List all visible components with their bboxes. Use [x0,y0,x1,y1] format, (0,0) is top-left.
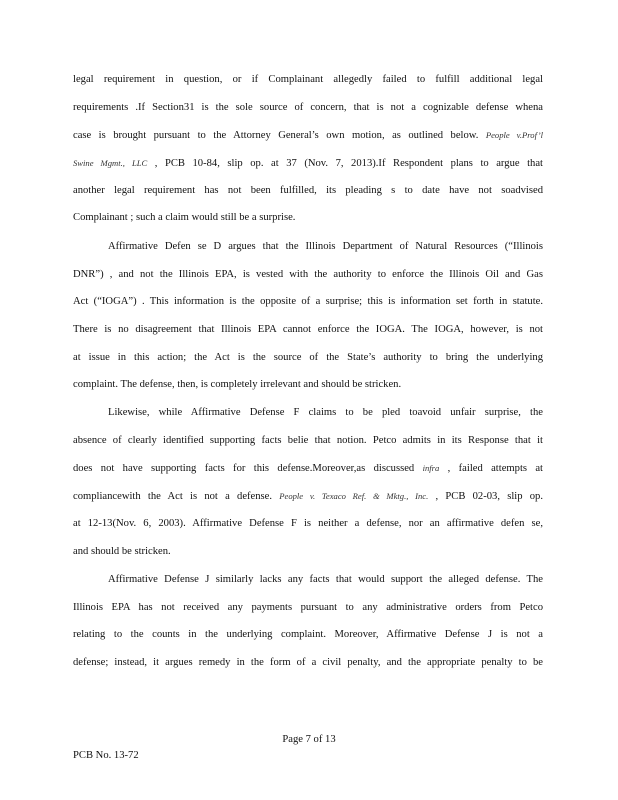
text-segment: requirements .If Section31 is the sole source of concern, that is not a cognizable defense whena [73,102,543,113]
text-line [73,461,543,476]
text-line [73,434,543,448]
text-line [73,211,543,225]
text-segment: Complainant ; such a claim would still be a surprise. [73,212,296,223]
text-line [73,73,543,87]
text-line [73,378,543,392]
text-segment: There is no disagreement that Illinois EPA cannot enforce the IOGA. The IOGA, however, is not [73,324,543,335]
text-line [73,156,543,171]
text-line [73,545,543,559]
text-segment: at issue in this action; the Act is the source of the State’s authority to bring the underlying [73,352,543,363]
text-line [73,517,543,531]
text-line [73,128,543,143]
text-segment: Affirmative Defense J similarly lacks any facts that would support the alleged defense. The [108,574,543,585]
text-line [73,101,543,115]
text-line [73,489,543,504]
text-segment: defense; instead, it argues remedy in the form of a civil penalty, and the appropriate penalty to be [73,657,543,668]
text-segment: another legal requirement has not been fulfilled, its pleading s to date have not soadvised [73,185,543,196]
text-segment: DNR”) , and not the Illinois EPA, is vested with the authority to enforce the Illinois Oil and Gas [73,269,543,280]
text-segment: relating to the counts in the underlying complaint. Moreover, Affirmative Defense J is not a [73,629,543,640]
text-segment: Likewise, while Affirmative Defense F claims to be pled toavoid unfair surprise, the [108,407,543,418]
text-segment: legal requirement in question, or if Complainant allegedly failed to fulfill additional legal [73,74,543,85]
text-segment: , PCB 02-03, slip op. [428,491,544,502]
text-line [73,268,543,282]
text-line [73,601,543,615]
text-line [108,573,543,587]
text-segment: compliancewith the Act is not a defense. [73,491,280,502]
text-line [73,628,543,642]
text-line [108,240,543,254]
text-segment: complaint. The defense, then, is completely irrelevant and should be stricken. [73,379,402,390]
text-segment: , PCB 10-84, slip op. at 37 (Nov. 7, 2013).If Respondent plans to argue that [147,158,543,169]
text-segment: Act (“IOGA”) . This information is the opposite of a surprise; this is information set forth in statute. [73,296,543,307]
text-segment: Affirmative Defen se D argues that the Illinois Department of Natural Resources (“Illinois [108,241,543,252]
case-citation: Swine Mgmt., LLC [73,158,148,168]
case-citation: infra [422,463,440,473]
text-line [73,295,543,309]
page-number: Page 7 of 13 [282,734,336,745]
text-segment: absence of clearly identified supporting facts belie that notion. Petco admits in its Response that it [73,435,543,446]
document-id: PCB No. 13-72 [73,750,139,761]
text-segment: at 12-13(Nov. 6, 2003). Affirmative Defense F is neither a defense, nor an affirmative defen se, [73,518,543,529]
text-segment: and should be stricken. [73,546,171,557]
text-line [73,656,543,670]
text-line [108,406,543,420]
text-line [73,323,543,337]
text-segment: does not have supporting facts for this defense.Moreover,as discussed [73,463,423,474]
text-segment: Illinois EPA has not received any payments pursuant to any administrative orders from Petco [73,602,543,613]
text-segment: , failed attempts at [439,463,544,474]
text-segment: case is brought pursuant to the Attorney General’s own motion, as outlined below. [73,130,486,141]
case-citation: People v.Prof’l [485,130,544,140]
text-line [73,184,543,198]
text-line [73,351,543,365]
case-citation: People v. Texaco Ref. & Mktg., Inc. [279,491,429,501]
